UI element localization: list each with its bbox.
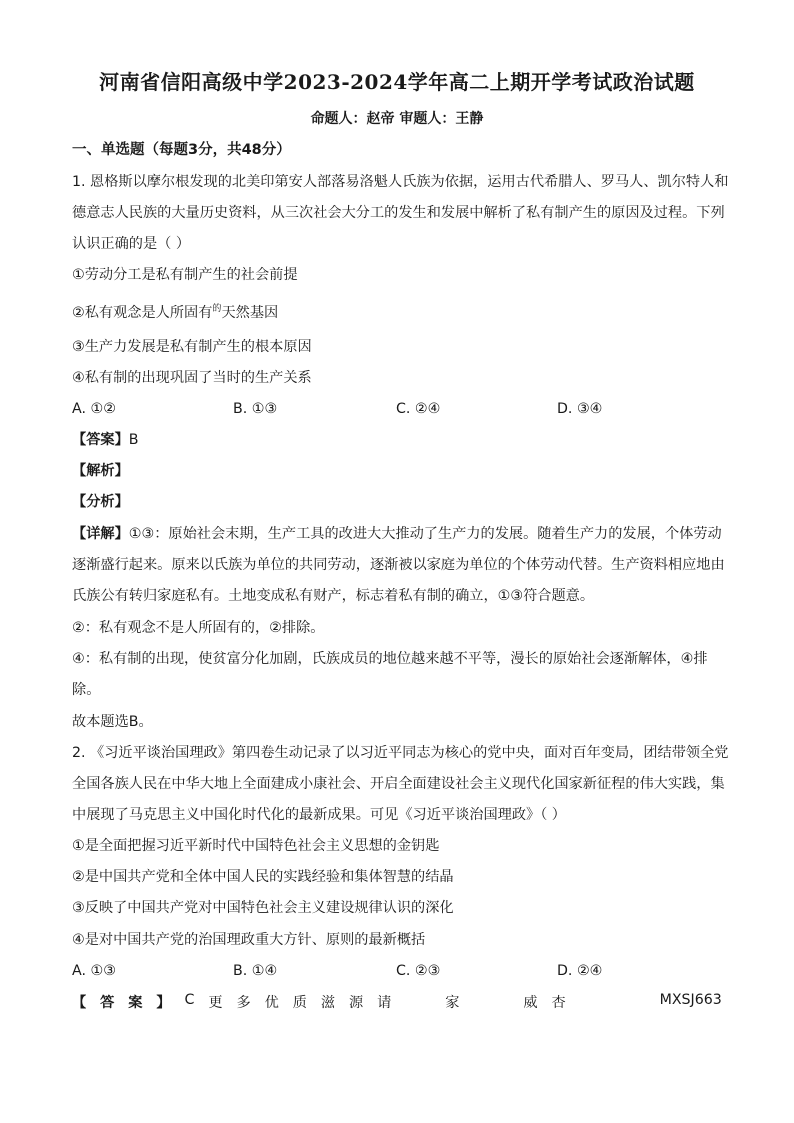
q1-stem-line: 1. 恩格斯以摩尔根发现的北美印第安人部落易洛魁人氏族为依据，运用古代希腊人、罗马人、凯尔特人和 xyxy=(72,174,729,190)
answer-glyph: 更 xyxy=(208,995,223,1011)
q1-detail-line: 氏族公有转归家庭私有。土地变成私有财产，标志着私有制的确立，①③符合题意。 xyxy=(72,588,595,604)
q1-detail-line: 故本题选B。 xyxy=(72,714,153,730)
q2-item: ②是中国共产党和全体中国人民的实践经验和集体智慧的结晶 xyxy=(72,869,454,885)
q2-stem-line: 中展现了马克思主义中国化时代化的最新成果。可见《习近平谈治国理政》（ ） xyxy=(72,807,566,823)
answer-glyph: 杏 xyxy=(551,995,566,1011)
answer-glyph: 滋 xyxy=(320,995,336,1011)
q1-item-overlay: 的 xyxy=(212,304,222,314)
q1-detail-line: 逐渐盛行起来。原来以氏族为单位的共同劳动，逐渐被以家庭为单位的个体劳动代替。生产资料相应地由 xyxy=(72,557,725,573)
answer-glyph: 【 xyxy=(72,995,87,1011)
answer-glyph: 质 xyxy=(292,995,307,1011)
q1-detail-line xyxy=(72,524,722,544)
q2-stem-line: 全国各族人民在中华大地上全面建成小康社会、开启全面建设社会主义现代化国家新征程的伟大实践，集 xyxy=(72,776,725,792)
q1-detail-line: 除。 xyxy=(72,682,101,698)
q1-stem-line: 德意志人民族的大量历史资料，从三次社会大分工的发生和发展中解析了私有制产生的原因及过程。下列 xyxy=(72,205,725,221)
q2-item: ①是全面把握习近平新时代中国特色社会主义思想的金钥匙 xyxy=(72,838,440,854)
answer-value: B xyxy=(128,432,139,448)
q2-answer-line xyxy=(72,992,722,1012)
q2-stem-line: 2. 《习近平谈治国理政》第四卷生动记录了以习近平同志为核心的党中央，面对百年变局，团结带领全党 xyxy=(72,745,729,761)
q2-item: ④是对中国共产党的治国理政重大方针、原则的最新概括 xyxy=(72,932,426,948)
q1-item-text: ②私有观念是人所固有 xyxy=(72,305,213,321)
q2-option-b: B. ①④ xyxy=(233,963,278,979)
answer-code: MXSJ663 xyxy=(659,992,722,1008)
fenxi-label: 【分析】 xyxy=(72,494,129,510)
q1-detail-line: ②：私有观念不是人所固有的，②排除。 xyxy=(72,620,325,636)
answer-glyph: 案 xyxy=(128,995,143,1011)
q1-option-a: A. ①② xyxy=(72,401,116,417)
detail-text: ①③：原始社会末期，生产工具的改进大大推动了生产力的发展。随着生产力的发展，个体劳动 xyxy=(128,526,722,542)
q1-item-text: 天然基因 xyxy=(221,305,279,321)
q1-item: ④私有制的出现巩固了当时的生产关系 xyxy=(72,370,312,386)
answer-glyph: 请 xyxy=(377,995,392,1011)
q1-item: ③生产力发展是私有制产生的根本原因 xyxy=(72,339,312,355)
detail-label: 【详解】 xyxy=(72,526,129,542)
q2-item: ③反映了中国共产党对中国特色社会主义建设规律认识的深化 xyxy=(72,900,454,916)
answer-glyph: 威 xyxy=(523,995,538,1011)
q1-option-c: C. ②④ xyxy=(396,401,441,417)
author-line: 命题人：赵帝 审题人：王静 xyxy=(310,111,484,127)
analysis-label: 【解析】 xyxy=(72,463,129,479)
q1-item xyxy=(72,303,278,325)
section-heading: 一、单选题（每题3分，共48分） xyxy=(72,142,291,158)
page-title: 河南省信阳高级中学2023-2024学年高二上期开学考试政治试题 xyxy=(99,70,695,94)
q1-stem-line: 认识正确的是（ ） xyxy=(72,236,191,252)
answer-glyph: 答 xyxy=(100,995,115,1011)
q1-item: ①劳动分工是私有制产生的社会前提 xyxy=(72,267,298,283)
q2-option-c: C. ②③ xyxy=(396,963,441,979)
q2-option-d: D. ②④ xyxy=(557,963,603,979)
answer-glyph: 家 xyxy=(445,995,460,1011)
answer-glyph: 】 xyxy=(156,995,171,1011)
answer-glyph: 优 xyxy=(264,995,279,1011)
q1-option-b: B. ①③ xyxy=(233,401,278,417)
q1-option-d: D. ③④ xyxy=(557,401,603,417)
answer-glyph: C xyxy=(184,992,195,1008)
q1-detail-line: ④：私有制的出现，使贫富分化加剧，氏族成员的地位越来越不平等，漫长的原始社会逐渐解体，④排 xyxy=(72,651,708,667)
q2-option-a: A. ①③ xyxy=(72,963,116,979)
q1-answer xyxy=(72,430,139,450)
answer-glyph: 多 xyxy=(236,995,251,1011)
answer-label: 【答案】 xyxy=(72,432,129,448)
answer-glyph: 源 xyxy=(348,995,364,1011)
